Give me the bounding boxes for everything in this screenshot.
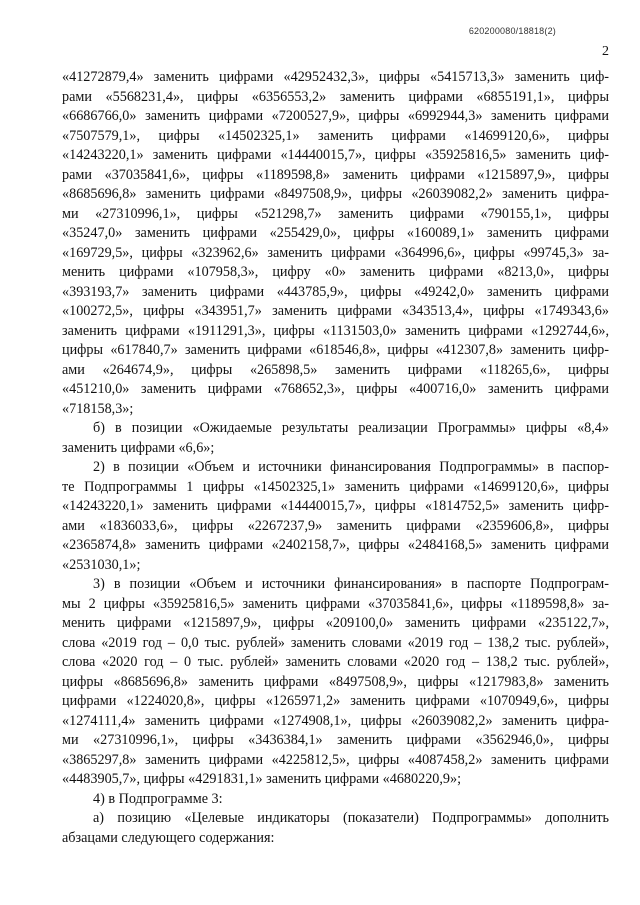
- text-line: ми «27310996,1», цифры «3436384,1» заменить цифрами «3562946,0», цифры: [62, 732, 609, 748]
- page-number: 2: [602, 44, 609, 59]
- text-line: а) позицию «Целевые индикаторы (показатели) Подпрограммы» дополнить: [93, 810, 609, 826]
- text-line: «169729,5», цифры «323962,6» заменить цифрами «364996,6», цифры «99745,3» за-: [62, 244, 609, 261]
- text-line: «100272,5», цифры «343951,7» заменить цифрами «343513,4», цифры «1749343,6»: [62, 303, 609, 319]
- text-line: б) в позиции «Ожидаемые результаты реализации Программы» цифры «8,4»: [93, 420, 609, 436]
- text-line: рами «5568231,4», цифры «6356553,2» заменить цифрами «6855191,1», цифры: [62, 88, 609, 105]
- text-line: ми «27310996,1», цифры «521298,7» заменить цифрами «790155,1», цифры: [62, 205, 609, 222]
- text-line: абзацами следующего содержания:: [62, 829, 275, 846]
- text-line: слова «2019 год – 0,0 тыс. рублей» заменить словами «2019 год – 138,2 тыс. рублей»,: [62, 634, 609, 651]
- text-line: «35247,0» заменить цифрами «255429,0», цифры «160089,1» заменить цифрами: [62, 225, 609, 241]
- text-line: ами «264674,9», цифры «265898,5» заменить цифрами «118265,6», цифры: [62, 361, 609, 378]
- text-line: цифрами «1224020,8», цифры «1265971,2» заменить цифрами «1070949,6», цифры: [62, 693, 609, 709]
- text-line: мы 2 цифры «35925816,5» заменить цифрами «37035841,6», цифры «1189598,8» за-: [62, 595, 609, 612]
- text-line: заменить цифрами «6,6»;: [62, 439, 215, 456]
- text-line: заменить цифрами «1911291,3», цифры «1131503,0» заменить цифрами «1292744,6»,: [62, 322, 609, 339]
- text-line: те Подпрограммы 1 цифры «14502325,1» заменить цифрами «14699120,6», цифры: [62, 478, 609, 495]
- document-code: 620200080/18818(2): [468, 26, 556, 36]
- text-line: «7507579,1», цифры «14502325,1» заменить цифрами «14699120,6», цифры: [62, 127, 609, 144]
- text-line: «8685696,8» заменить цифрами «8497508,9», цифры «26039082,2» заменить цифра-: [62, 186, 609, 202]
- document-body: [62, 68, 609, 848]
- text-line: «14243220,1» заменить цифрами «14440015,7», цифры «1814752,5» заменить цифр-: [62, 498, 609, 514]
- text-line: «41272879,4» заменить цифрами «42952432,3», цифры «5415713,3» заменить циф-: [62, 69, 609, 85]
- text-line: цифры «8685696,8» заменить цифрами «8497508,9», цифры «1217983,8» заменить: [62, 673, 609, 690]
- text-line: «4483905,7», цифры «4291831,1» заменить цифрами «4680220,9»;: [62, 771, 462, 787]
- text-line: ами «1836033,6», цифры «2267237,9» заменить цифрами «2359606,8», цифры: [62, 517, 609, 534]
- text-line: «2365874,8» заменить цифрами «2402158,7», цифры «2484168,5» заменить цифрами: [62, 537, 609, 553]
- text-line: цифры «617840,7» заменить цифрами «618546,8», цифры «412307,8» заменить цифр-: [62, 342, 609, 358]
- text-line: рами «37035841,6», цифры «1189598,8» заменить цифрами «1215897,9», цифры: [62, 166, 609, 183]
- text-line: «3865297,8» заменить цифрами «4225812,5», цифры «4087458,2» заменить цифрами: [62, 751, 609, 768]
- text-line: 3) в позиции «Объем и источники финансирования» в паспорте Подпрограм-: [93, 576, 609, 592]
- text-line: менить цифрами «1215897,9», цифры «209100,0» заменить цифрами «235122,7»,: [62, 615, 609, 631]
- text-line: слова «2020 год – 0 тыс. рублей» заменить словами «2020 год – 138,2 тыс. рублей»,: [62, 654, 609, 670]
- text-line: менить цифрами «107958,3», цифру «0» заменить цифрами «8213,0», цифры: [62, 264, 609, 280]
- text-line: «6686766,0» заменить цифрами «7200527,9», цифры «6992944,3» заменить цифрами: [62, 108, 609, 124]
- text-line: «451210,0» заменить цифрами «768652,3», цифры «400716,0» заменить цифрами: [62, 381, 609, 397]
- text-line: «718158,3»;: [62, 400, 134, 417]
- text-line: 4) в Подпрограмме 3:: [93, 790, 223, 807]
- text-line: «393193,7» заменить цифрами «443785,9», цифры «49242,0» заменить цифрами: [62, 283, 609, 300]
- text-line: «14243220,1» заменить цифрами «14440015,7», цифры «35925816,5» заменить циф-: [62, 147, 609, 163]
- text-line: «1274111,4» заменить цифрами «1274908,1», цифры «26039082,2» заменить цифра-: [62, 712, 609, 729]
- text-line: «2531030,1»;: [62, 556, 141, 573]
- text-line: 2) в позиции «Объем и источники финансирования Подпрограммы» в паспор-: [93, 459, 609, 475]
